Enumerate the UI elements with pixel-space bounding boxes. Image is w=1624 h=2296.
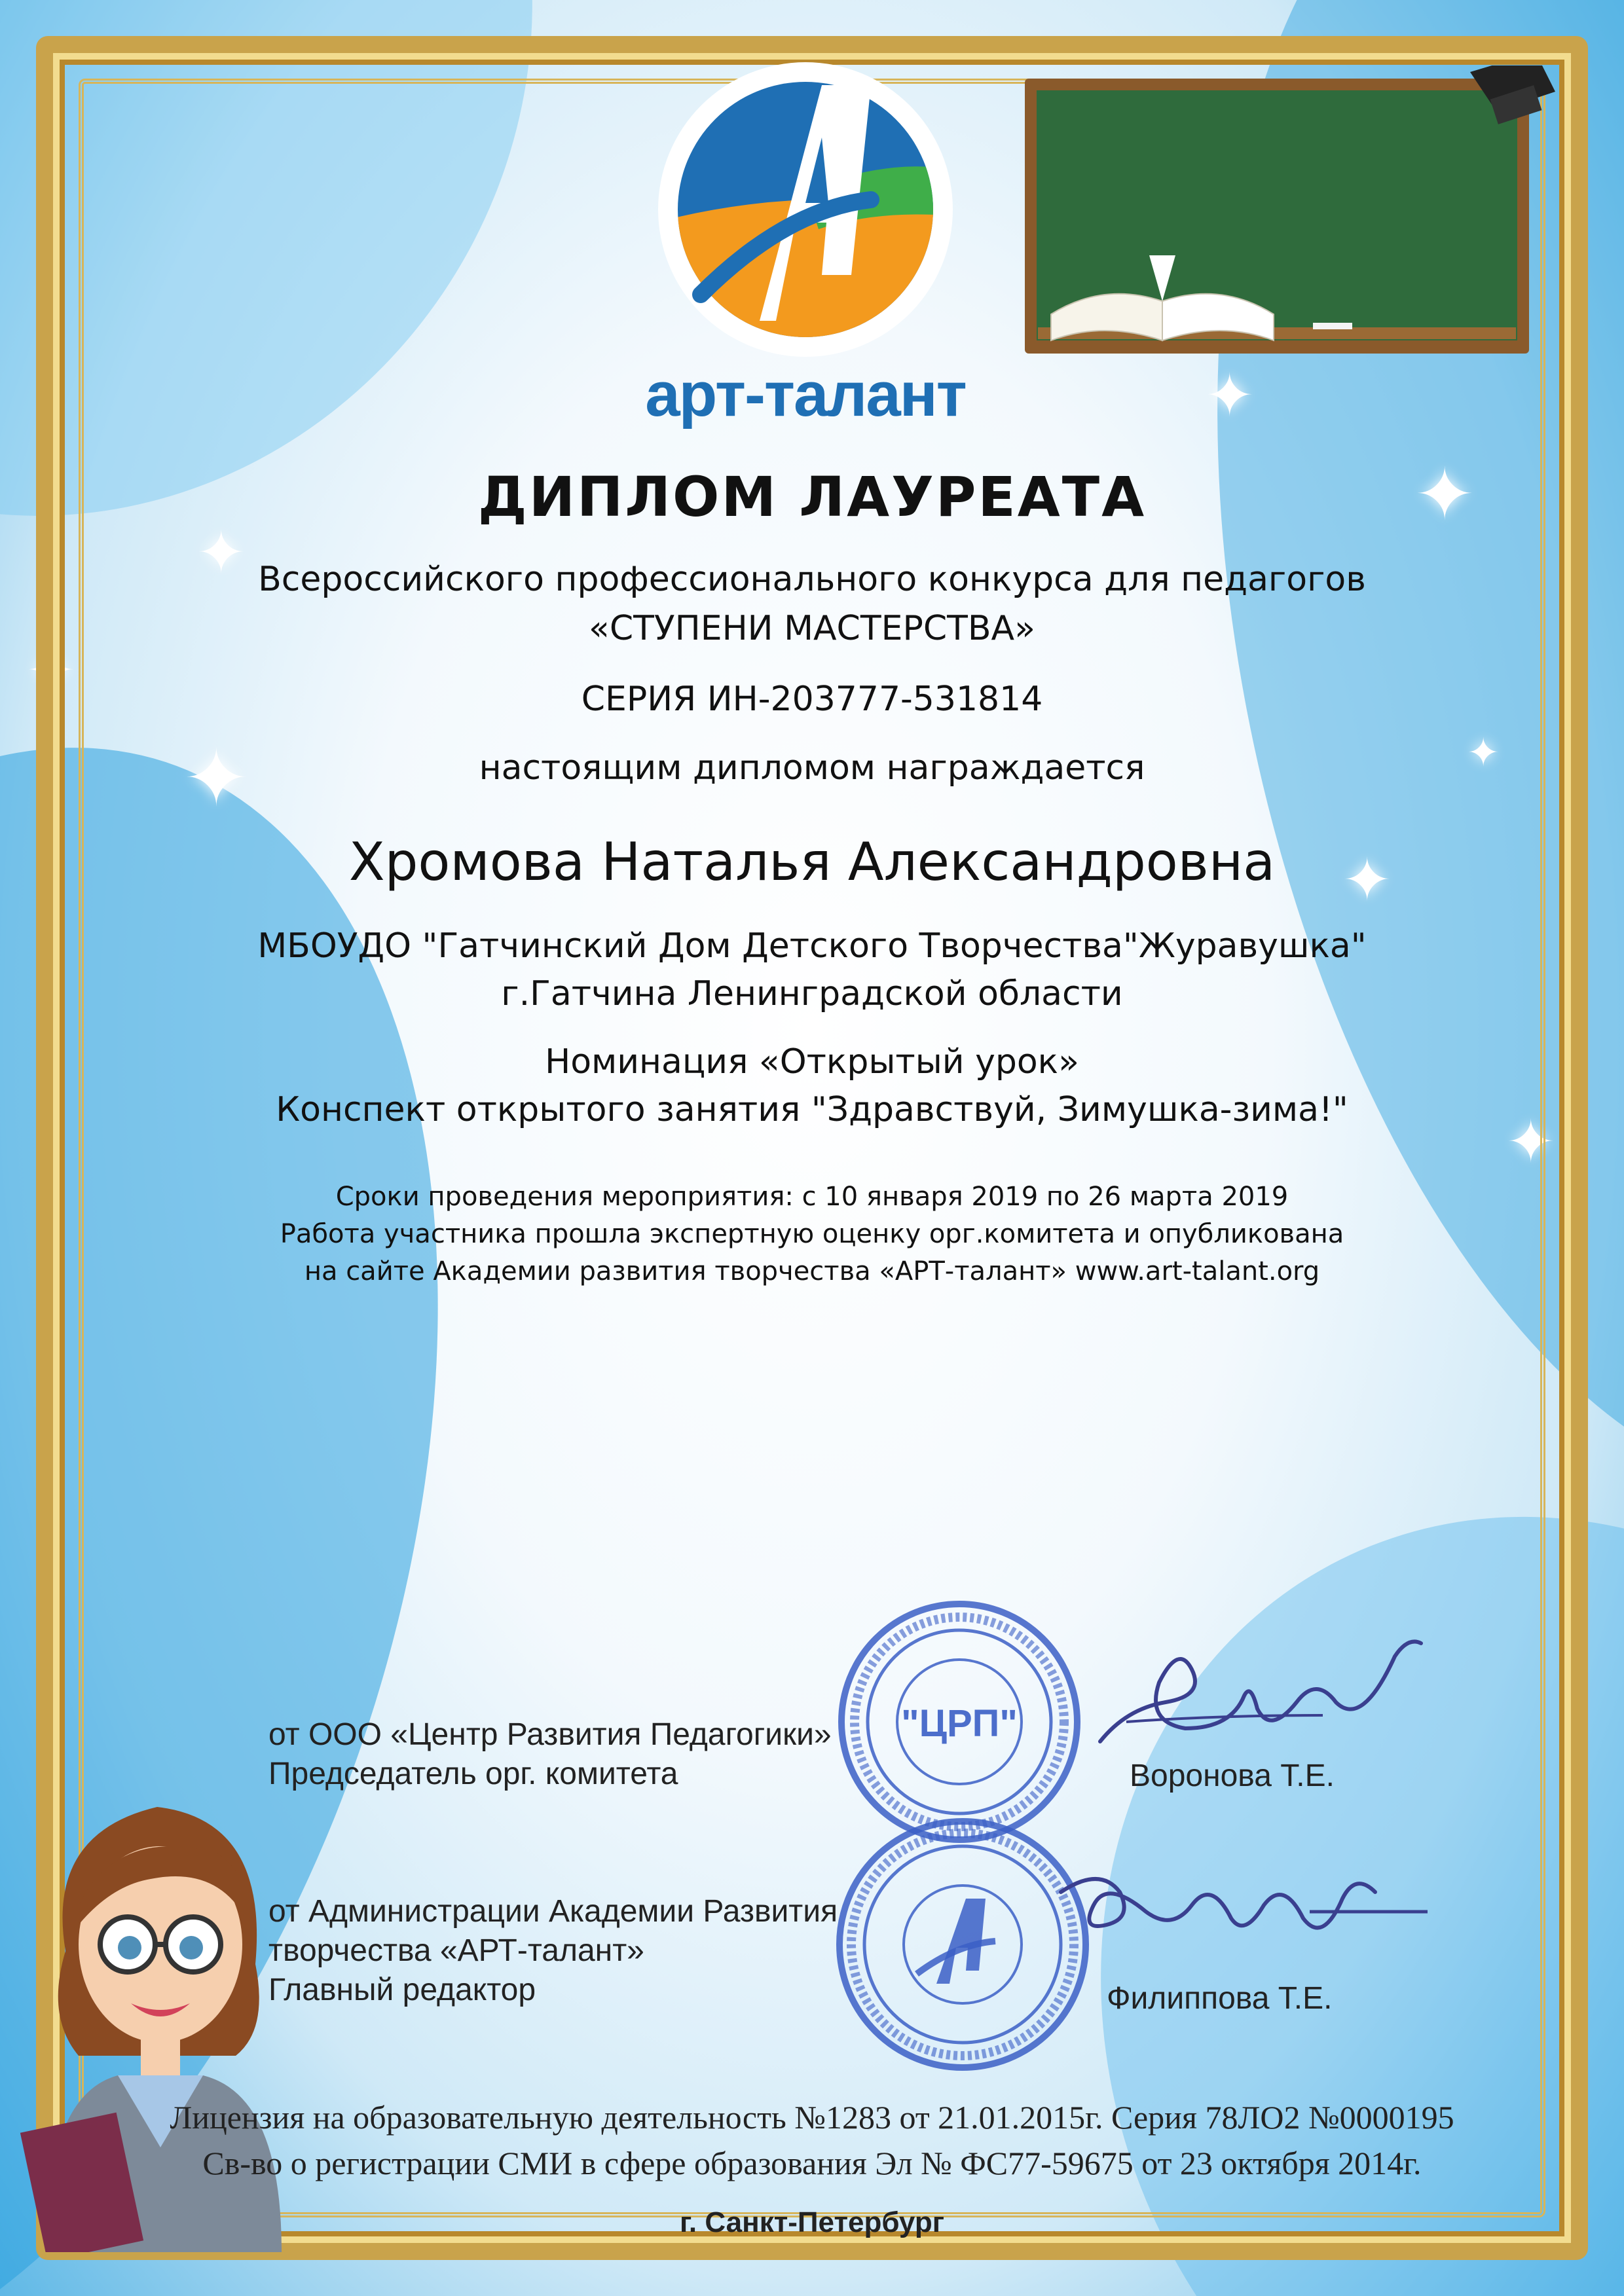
nomination: Номинация «Открытый урок» [545,1042,1079,1082]
work-title: Конспект открытого занятия "Здравствуй, Зимушка-зима!" [276,1090,1348,1129]
signer-filippova: Филиппова Т.Е. [1107,1981,1333,2016]
review-line-2: на сайте Академии развития творчества «АРТ-талант» www.art-talant.org [304,1256,1320,1286]
signer-voronova: Воронова Т.Е. [1130,1758,1335,1793]
sparkle-icon: ✦ [1205,361,1255,430]
registration-text: Св-во о регистрации СМИ в сфере образования Эл № ФС77-59675 от 23 октября 2014г. [202,2145,1422,2181]
sparkle-icon: ✦ [1506,1108,1556,1176]
signature-2-line-3: Главный редактор [268,1973,536,2007]
diploma-title: ДИПЛОМ ЛАУРЕАТА [477,465,1147,529]
series-number: СЕРИЯ ИН-203777-531814 [581,680,1043,719]
signature-2-line-1: от Администрации Академии Развития [268,1894,838,1929]
chalkboard-icon [1012,65,1555,354]
organization-line-2: г.Гатчина Ленинградской области [501,974,1123,1013]
signature-block-2 [268,1892,838,2010]
sparkle-icon: ✦ [196,519,246,587]
sparkle-icon: ✦ [1414,452,1475,536]
signature-filippova-icon [1048,1853,1441,1971]
signature-voronova-icon [1087,1630,1428,1774]
organization-stamp-icon [835,1597,1084,1846]
contest-line-1: Всероссийского профессионального конкурса для педагогов [258,560,1366,599]
contest-line-2: «СТУПЕНИ МАСТЕРСТВА» [589,609,1035,648]
organization-line-1: МБОУДО "Гатчинский Дом Детского Творчества"Журавушка" [257,926,1367,966]
sparkle-icon: ✦ [183,733,249,824]
sparkle-icon: ✦ [1467,730,1500,776]
sparkle-icon: ✦ [1342,846,1392,915]
art-talant-logo-icon [655,59,956,360]
signature-block-1 [268,1715,832,1794]
signature-2-line-2: творчества «АРТ-талант» [268,1933,644,1968]
signature-1-line-1: от ООО «Центр Развития Педагогики» [268,1717,832,1752]
city-text: г. Санкт-Петербург [679,2206,945,2238]
event-dates: Сроки проведения мероприятия: с 10 января 2019 по 26 марта 2019 [335,1182,1289,1212]
stamp-text: "ЦРП" [901,1702,1018,1745]
license-text: Лицензия на образовательную деятельность №1283 от 21.01.2015г. Серия 78ЛО2 №0000195 [170,2099,1454,2136]
recipient-name: Хромова Наталья Александровна [348,831,1276,892]
logo-wordmark: арт-талант [645,359,966,429]
signature-1-line-2: Председатель орг. комитета [268,1757,678,1791]
review-line-1: Работа участника прошла экспертную оценку орг.комитета и опубликована [280,1219,1344,1249]
sparkle-icon: ✦ [26,636,76,705]
awarded-text: настоящим дипломом награждается [479,748,1145,788]
